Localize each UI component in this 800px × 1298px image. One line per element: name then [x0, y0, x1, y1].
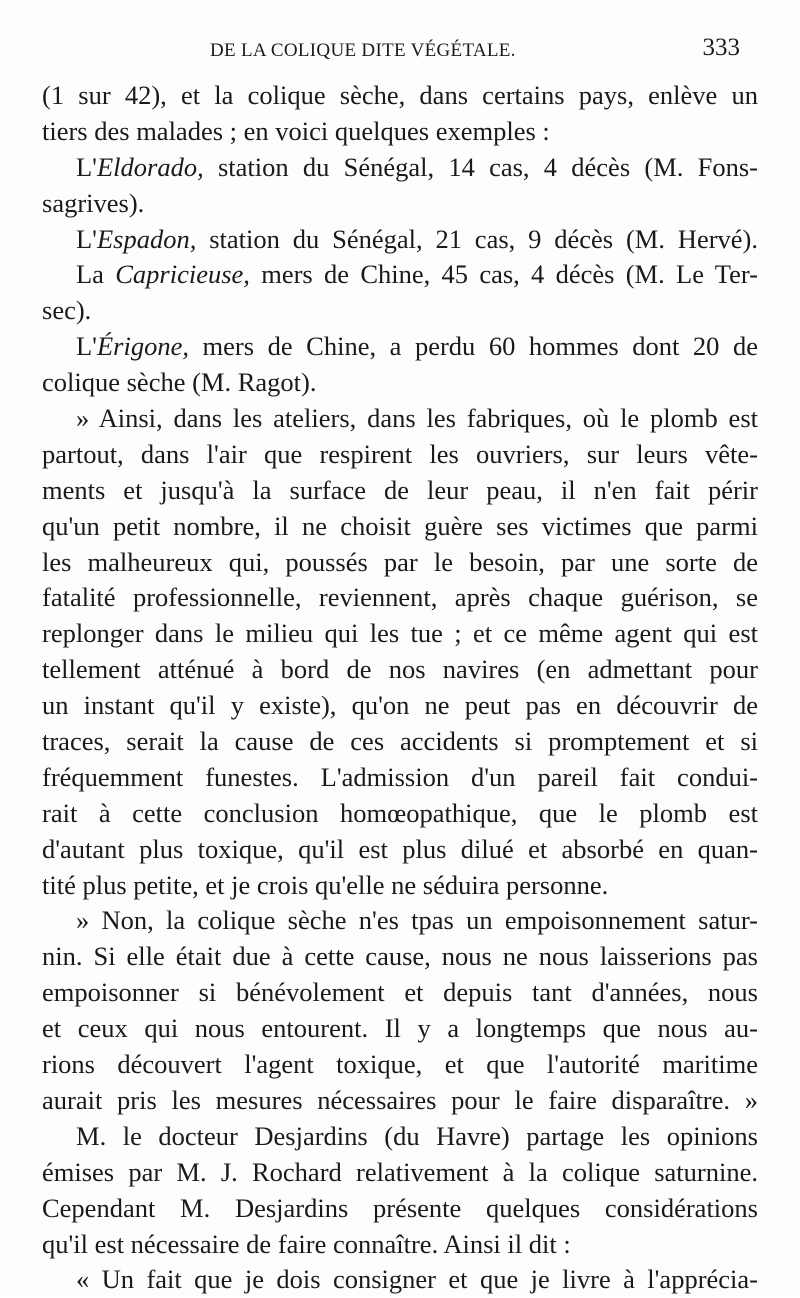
ship-name: Capricieuse, — [115, 259, 250, 290]
ship-name: Érigone, — [96, 331, 189, 362]
text-line: tiers des malades ; en voici quelques exemples : — [42, 115, 550, 146]
text-line: les malheureux qui, poussés par le besoin, par une sorte de — [42, 546, 758, 577]
text-line — [42, 329, 758, 365]
text-line: sec). — [42, 295, 92, 326]
text-line: d'autant plus toxique, qu'il est plus dilué et absorbé en quan- — [42, 833, 758, 864]
text-line-prefix: L' — [76, 151, 97, 182]
text-line: qu'un petit nombre, il ne choisit guère ses victimes que parmi — [42, 510, 758, 541]
text-line: sagrives). — [42, 187, 145, 218]
text-line: rait à cette conclusion homœopathique, que le plomb est — [42, 797, 758, 828]
text-line-prefix: L' — [76, 223, 97, 254]
text-line: qu'il est nécessaire de faire connaître. Ainsi il dit : — [42, 1228, 571, 1259]
text-line: tellement atténué à bord de nos navires (en admettant pour — [42, 654, 758, 685]
text-line: empoisonner si bénévolement et depuis tant d'années, nous — [42, 977, 758, 1008]
text-line-rest: station du Sénégal, 14 cas, 4 décès (M. Fons- — [203, 151, 758, 182]
text-line: Cependant M. Desjardins présente quelques considérations — [42, 1192, 758, 1223]
text-line-rest: mers de Chine, a perdu 60 hommes dont 20 de — [188, 331, 758, 362]
text-line: ments et jusqu'à la surface de leur peau, il n'en fait périr — [42, 474, 758, 505]
text-line-rest: mers de Chine, 45 cas, 4 décès (M. Le Ter- — [249, 259, 759, 290]
page-header — [0, 34, 800, 70]
text-line: » Non, la colique sèche n'es tpas un empoisonnement satur- — [76, 905, 758, 936]
text-line: fréquemment funestes. L'admission d'un pareil fait condui- — [42, 761, 758, 792]
text-line-prefix: L' — [76, 331, 97, 362]
text-line: (1 sur 42), et la colique sèche, dans certains pays, enlève un — [42, 80, 758, 110]
text-line: émises par M. J. Rochard relativement à la colique saturnine. — [42, 1156, 758, 1187]
body-text — [42, 78, 758, 1298]
text-line: un instant qu'il y existe), qu'on ne peut pas en découvrir de — [42, 690, 758, 721]
running-title: DE LA COLIQUE DITE VÉGÉTALE. — [210, 40, 516, 61]
ship-name: Eldorado, — [96, 151, 204, 182]
text-line: fatalité professionnelle, reviennent, après chaque guérison, se — [42, 582, 758, 613]
text-line: » Ainsi, dans les ateliers, dans les fabriques, où le plomb est — [76, 403, 758, 434]
text-line: et ceux qui nous entourent. Il y a longtemps que nous au- — [42, 1013, 758, 1044]
text-line: tité plus petite, et je crois qu'elle ne séduira personne. — [42, 869, 609, 900]
text-line: M. le docteur Desjardins (du Havre) partage les opinions — [76, 1120, 758, 1151]
text-line: replonger dans le milieu qui les tue ; et ce même agent qui est — [42, 618, 758, 649]
text-line-prefix: La — [76, 259, 116, 290]
text-line: colique sèche (M. Ragot). — [42, 367, 317, 398]
text-line: « Un fait que je dois consigner et que je livre à l'apprécia- — [76, 1264, 758, 1295]
text-line: rions découvert l'agent toxique, et que l'autorité maritime — [42, 1049, 758, 1080]
text-line — [42, 150, 758, 186]
text-line: nin. Si elle était due à cette cause, nous ne nous laisserions pas — [42, 941, 758, 972]
text-line — [42, 222, 758, 258]
page-number: 333 — [702, 34, 740, 61]
text-line-rest: station du Sénégal, 21 cas, 9 décès (M. Hervé). — [196, 223, 758, 254]
text-line: partout, dans l'air que respirent les ouvriers, sur leurs vête- — [42, 438, 758, 469]
text-line — [42, 257, 758, 293]
text-line: aurait pris les mesures nécessaires pour le faire disparaître. » — [42, 1084, 758, 1115]
text-line: traces, serait la cause de ces accidents si promptement et si — [42, 726, 758, 757]
ship-name: Espadon, — [96, 223, 197, 254]
